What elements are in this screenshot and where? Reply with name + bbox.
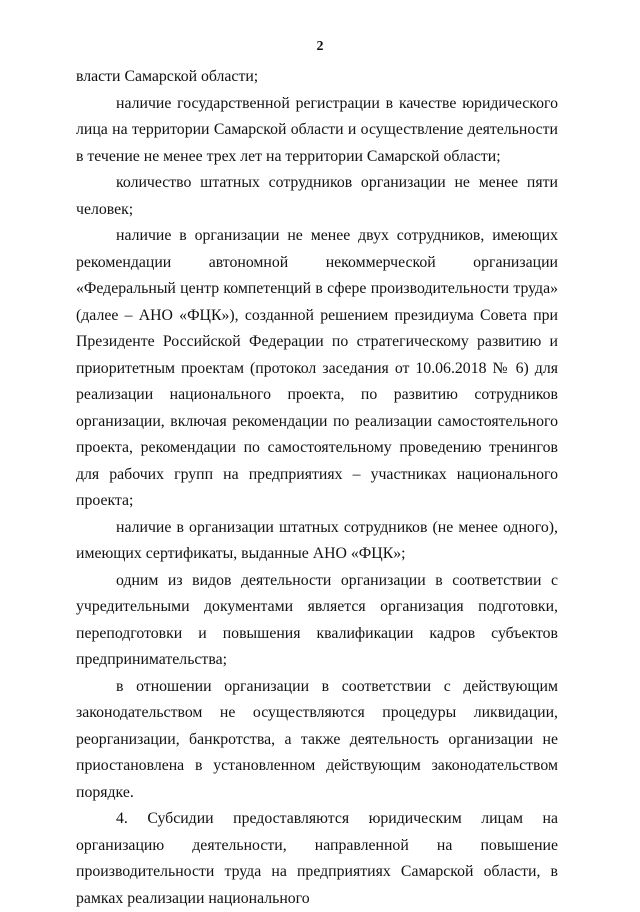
paragraph-no-liquidation: в отношении организации в соответствии с действующим законодательством не осуществляются процедуры ликвидации, реорганизации, банкротства, а также деятельность организации не приостановлена в установленном действующим законодательством порядке. — [76, 677, 558, 801]
paragraph-fck-recommendations: наличие в организации не менее двух сотрудников, имеющих рекомендации автономной некоммерческой организации «Федеральный центр компетенций в сфере производительности труда» (далее – АНО «ФЦК»), созданной решением президиума Совета при Президенте Российской Федерации по стратегическому развитию и приоритетным проектам (протокол заседания от 10.06.2018 № 6) для реализации национального проекта, по развитию сотрудников организации, включая рекомендации по реализации самостоятельного проекта, рекомендации по самостоятельному проведению тренингов для рабочих групп на предприятиях – участниках национального проекта; — [76, 227, 558, 509]
document-body — [76, 64, 558, 912]
paragraph-fck-certificates: наличие в организации штатных сотрудников (не менее одного), имеющих сертификаты, выданные АНО «ФЦК»; — [76, 518, 558, 562]
paragraph-staff-count: количество штатных сотрудников организации не менее пяти человек; — [76, 174, 558, 218]
paragraph-section-4: 4. Субсидии предоставляются юридическим лицам на организацию деятельности, направленной на повышение производительности труда на предприятиях Самарской области, в рамках реализации национального — [76, 810, 558, 907]
paragraph-state-registration: наличие государственной регистрации в качестве юридического лица на территории Самарской области и осуществление деятельности в течение не менее трех лет на территории Самарской области; — [76, 94, 558, 165]
page-number: 2 — [316, 39, 324, 54]
paragraph-activity-type: одним из видов деятельности организации в соответствии с учредительными документами является организация подготовки, переподготовки и повышения квалификации кадров субъектов предпринимательства; — [76, 571, 558, 668]
paragraph-continuation: власти Самарской области; — [76, 68, 259, 85]
